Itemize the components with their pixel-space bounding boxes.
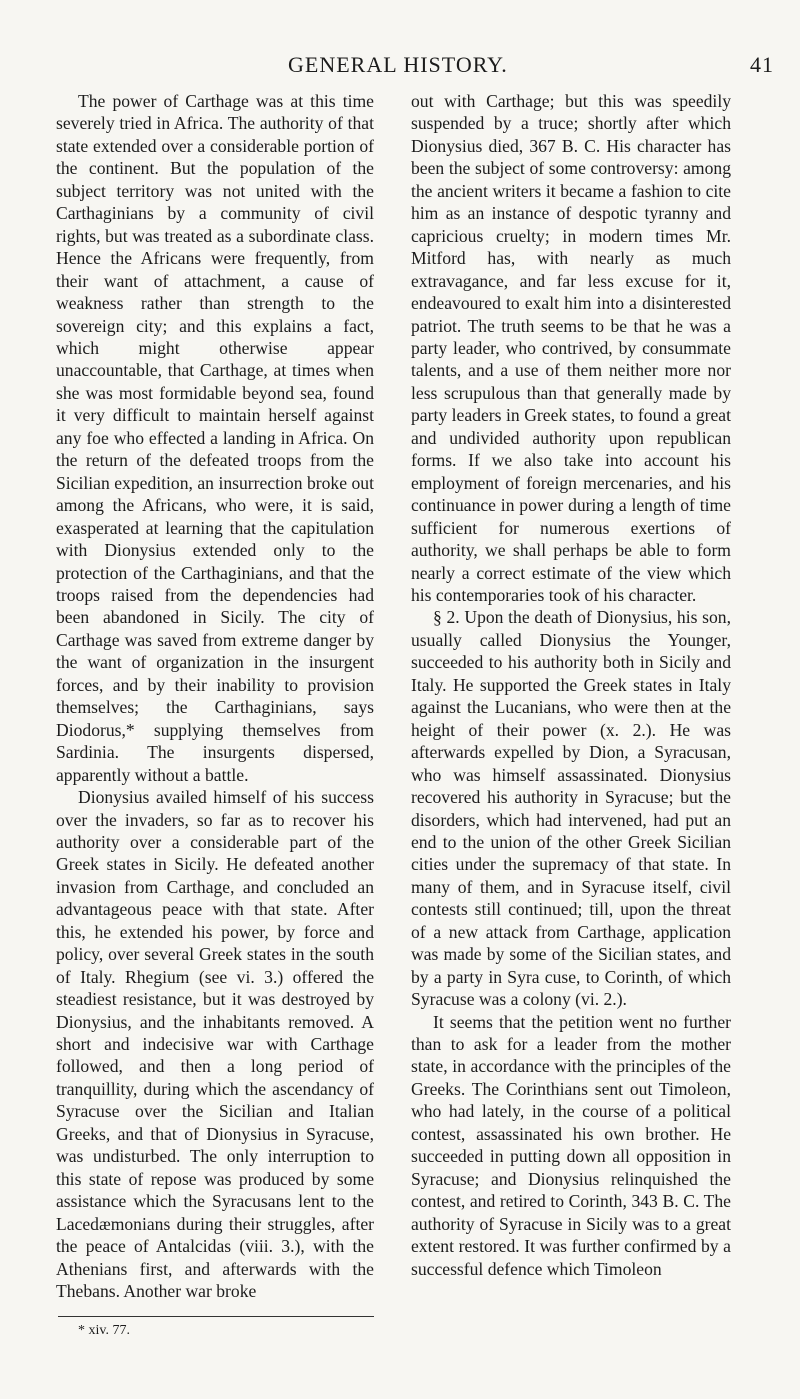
- running-title: GENERAL HISTORY.: [288, 52, 508, 77]
- paragraph: The power of Carthage was at this time severely tried in Africa. The authority of that state extended over a considerable portion of the continent. But the population of the subject territory was not united with the Carthaginians by a community of civil rights, but was treated as a subordinate class. Hence the Africans were frequently, from their want of attachment, a cause of weakness rather than strength to the sovereign city; and this explains a fact, which might otherwise appear unaccountable, that Carthage, at times when she was most formidable beyond sea, found it very difficult to maintain herself against any foe who effected a landing in Africa. On the return of the defeated troops from the Sicilian expedition, an insurrection broke out among the Africans, who were, it is said, exasperated at learning that the capitulation with Dionysius extended only to the protection of the Carthaginians, and that the troops raised from the dependencies had been abandoned in Sicily. The city of Carthage was saved from extreme danger by the want of organization in the insurgent forces, and by their inability to provision themselves; the Carthaginians, says Diodorus,* supplying themselves from Sardinia. The insurgents dispersed, apparently without a battle.: [56, 91, 374, 785]
- paragraph: Dionysius availed himself of his success over the invaders, so far as to recover his authority over a considerable part of the Greek states in Sicily. He defeated another invasion from Carthage, and concluded an advantageous peace with that state. After this, he extended his power, by force and policy, over several Greek states in the south of Italy. Rhegium (see vi. 3.) offered the steadiest resistance, but it was destroyed by Dionysius, and the inhabitants removed. A short and indecisive war with Carthage followed, and then a long period of tranquillity, during which the ascendancy of Syracuse over the Sicilian and Italian Greeks, and that of Dionysius in Syracuse, was undisturbed. The only interruption to this state of repose was produced by some assistance which the Syracusans lent to the Lacedæmonians during their struggles, after the peace of Antalcidas (viii. 3.), with the Athenians first, and afterwards with the Thebans. Another war broke: [56, 787, 374, 1302]
- footnote-rule: [58, 1316, 374, 1317]
- footnote: * xiv. 77.: [78, 1323, 130, 1339]
- page-number: 41: [750, 52, 774, 77]
- right-column: [411, 90, 731, 1280]
- running-header: [288, 52, 780, 82]
- left-column: [56, 90, 374, 1341]
- paragraph: § 2. Upon the death of Dionysius, his son, usually called Dionysius the Younger, succeeded to his authority both in Sicily and Italy. He supported the Greek states in Italy against the Lucanians, who were then at the height of their power (x. 2.). He was afterwards expelled by Dion, a Syracusan, who was himself assassinated. Dionysius recovered his authority in Syracuse; but the disorders, which had intervened, had put an end to the union of the other Greek Sicilian cities under the supremacy of that state. In many of them, and in Syracuse itself, civil contests still continued; till, upon the threat of a new attack from Carthage, application was made by some of the Sicilian states, and by a party in Syra cuse, to Corinth, of which Syracuse was a colony (vi. 2.).: [411, 607, 731, 1010]
- paragraph: It seems that the petition went no further than to ask for a leader from the mother state, in accordance with the principles of the Greeks. The Corinthians sent out Timoleon, who had lately, in the course of a political contest, assassinated his own brother. He succeeded in putting down all opposition in Syracuse; and Dionysius relinquished the contest, and retired to Corinth, 343 B. C. The authority of Syracuse in Sicily was to a great extent restored. It was further confirmed by a successful defence which Timoleon: [411, 1011, 731, 1279]
- paragraph: out with Carthage; but this was speedily suspended by a truce; shortly after which Dionysius died, 367 B. C. His character has been the subject of some controversy: among the ancient writers it became a fashion to cite him as an instance of despotic tyranny and capricious cruelty; in modern times Mr. Mitford has, with nearly as much extravagance, and far less excuse for it, endeavoured to exalt him into a disinterested patriot. The truth seems to be that he was a party leader, who contrived, by consummate talents, and a use of them neither more nor less scrupulous than that generally made by party leaders in Greek states, to found a great and undivided authority upon republican forms. If we also take into account his employment of foreign mercenaries, and his continuance in power during a length of time sufficient for numerous exertions of authority, we shall perhaps be able to form nearly a correct estimate of the view which his contemporaries took of his character.: [411, 91, 731, 605]
